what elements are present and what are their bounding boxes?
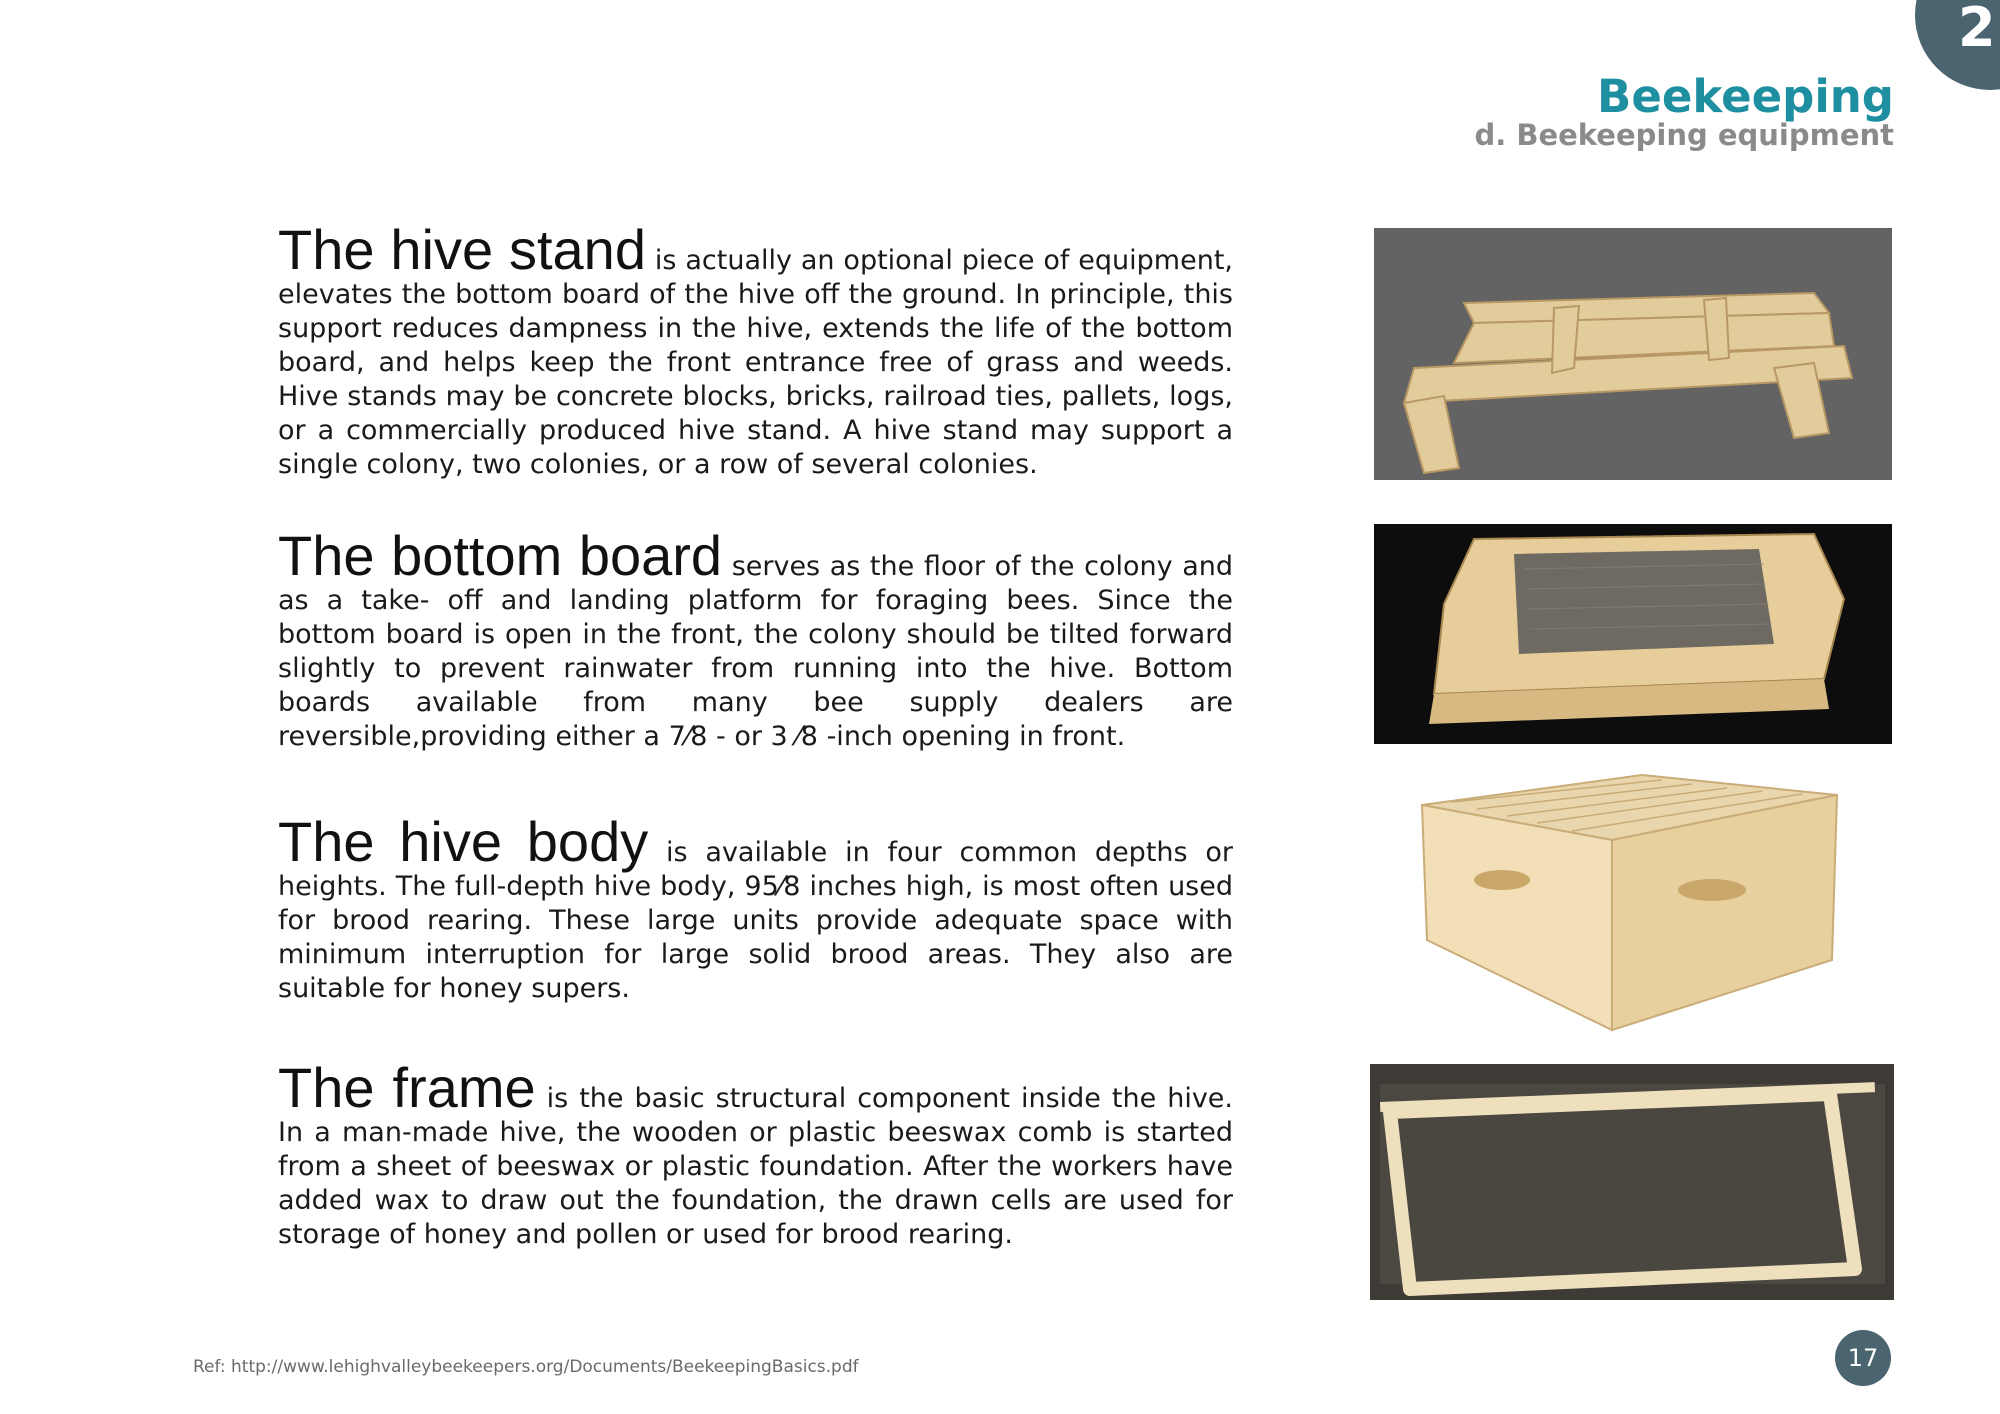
hive-body-text (278, 810, 1233, 1006)
bottom-board-text (278, 524, 1233, 754)
hive-stand-heading: The hive stand (278, 218, 646, 281)
chapter-number: 2 (1958, 0, 1996, 59)
hive-stand-photo (1374, 228, 1892, 480)
bottom-board-heading: The bottom board (278, 524, 723, 587)
bottom-board-photo (1374, 524, 1892, 744)
hive-stand-text (278, 218, 1233, 482)
frame-text (278, 1056, 1233, 1252)
frame-body: is the basic structural component inside the hive. In a man-made hive, the wooden or plastic beeswax comb is started from a sheet of beeswax or plastic foundation. After the workers have added wax to draw out the foundation, the drawn cells are used for storage of honey and pollen or used for brood rearing. (278, 1083, 1233, 1250)
hive-body-heading: The hive body (278, 810, 649, 873)
frame-photo (1370, 1064, 1894, 1300)
bottom-board-body: serves as the floor of the colony and as a take- off and landing platform for foraging bees. Since the bottom board is open in the front, the colony should be tilted forward slightly to prevent rainwater from running into the hive. Bottom boards available from many bee supply dealers are reversible,providing either a 7⁄8 - or 3 ⁄8 -inch opening in front. (278, 551, 1233, 752)
section-title: Beekeeping (1597, 70, 1894, 123)
hive-body-photo (1412, 760, 1842, 1035)
reference-citation: Ref: http://www.lehighvalleybeekeepers.org/Documents/BeekeepingBasics.pdf (193, 1357, 859, 1377)
frame-heading: The frame (278, 1056, 536, 1119)
hive-stand-body: is actually an optional piece of equipment, elevates the bottom board of the hive off the ground. In principle, this support reduces dampness in the hive, extends the life of the bottom board, and helps keep the front entrance free of grass and weeds. Hive stands may be concrete blocks, bricks, railroad ties, pallets, logs, or a commercially produced hive stand. A hive stand may support a single colony, two colonies, or a row of several colonies. (278, 245, 1233, 480)
page-number-badge: 17 (1835, 1330, 1891, 1386)
hive-body-body: is available in four common depths or heights. The full-depth hive body, 95⁄8 inches high, is most often used for brood rearing. These large units provide adequate space with minimum interruption for large solid brood areas. They also are suitable for honey supers. (278, 837, 1233, 1004)
section-subtitle: d. Beekeeping equipment (1474, 118, 1894, 152)
